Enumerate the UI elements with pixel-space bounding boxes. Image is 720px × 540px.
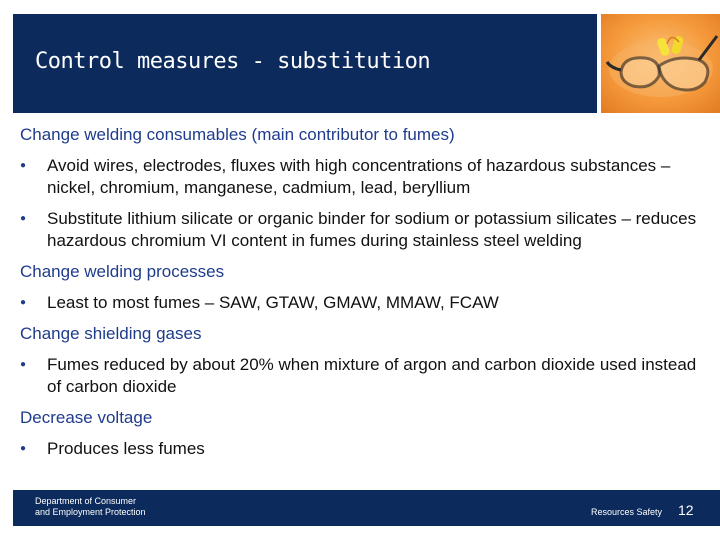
- title-bar: [13, 14, 597, 113]
- safety-glasses-photo: [601, 14, 720, 113]
- bullet-item: [20, 438, 710, 460]
- bullet-dot-icon: ●: [20, 359, 27, 370]
- slide-title: Control measures - substitution: [35, 49, 431, 74]
- bullet-dot-icon: ●: [20, 297, 27, 308]
- page-number: 12: [678, 502, 694, 518]
- bullet-dot-icon: ●: [20, 443, 27, 454]
- section-heading-voltage: Decrease voltage: [20, 408, 153, 427]
- bullet-item: [20, 354, 710, 398]
- section-heading-shielding-gases: Change shielding gases: [20, 324, 202, 343]
- department-label: [35, 496, 146, 518]
- resources-safety-label: Resources Safety: [591, 507, 663, 517]
- bullet-text: Substitute lithium silicate or organic binder for sodium or potassium silicates – reduces hazardous chromium VI content in fumes during stainless steel welding: [47, 209, 697, 250]
- safety-glasses-and-earplugs-icon: [601, 14, 720, 113]
- bullet-item: [20, 292, 710, 314]
- bullet-dot-icon: ●: [20, 160, 27, 171]
- department-line-1: Department of Consumer: [35, 496, 137, 506]
- slide-content: [20, 124, 710, 465]
- bullet-text: Least to most fumes – SAW, GTAW, GMAW, MMAW, FCAW: [47, 293, 499, 312]
- bullet-text: Avoid wires, electrodes, fluxes with high concentrations of hazardous substances – nickel, chromium, manganese, cadmium, lead, beryllium: [47, 156, 671, 197]
- bullet-item: [20, 208, 710, 252]
- bullet-dot-icon: ●: [20, 213, 27, 224]
- bullet-text: Produces less fumes: [47, 439, 205, 458]
- bullet-item: [20, 155, 710, 199]
- section-heading-processes: Change welding processes: [20, 262, 225, 281]
- bullet-text: Fumes reduced by about 20% when mixture of argon and carbon dioxide used instead of carbon dioxide: [47, 355, 697, 396]
- footer-bar: [13, 490, 720, 526]
- department-line-2: and Employment Protection: [35, 507, 146, 517]
- section-heading-consumables: Change welding consumables (main contributor to fumes): [20, 125, 455, 144]
